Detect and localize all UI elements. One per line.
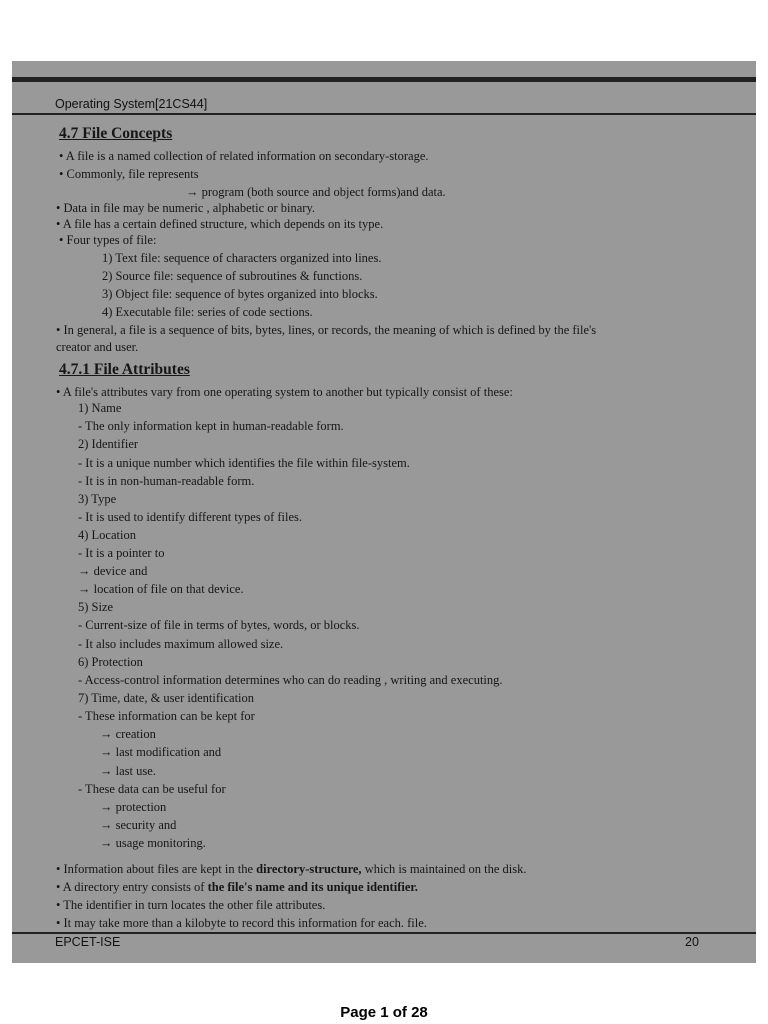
text-line: - The only information kept in human-readable form. bbox=[78, 419, 344, 433]
page-footer-label: EPCET-ISE bbox=[55, 935, 121, 949]
text-line: • Commonly, file represents bbox=[59, 167, 199, 181]
text-line: → protection bbox=[100, 800, 167, 814]
text-line: → program (both source and object forms)and data. bbox=[186, 185, 446, 199]
list-item: 7) Time, date, & user identification bbox=[78, 691, 255, 705]
header-rule bbox=[12, 113, 756, 115]
list-item: 2) Source file: sequence of subroutines & functions. bbox=[102, 269, 363, 283]
text-line: → device and bbox=[78, 564, 148, 578]
text-line: creator and user. bbox=[56, 340, 139, 354]
text-line: • A file is a named collection of related information on secondary-storage. bbox=[59, 149, 429, 163]
footer-rule bbox=[12, 932, 756, 934]
document-page bbox=[12, 61, 756, 963]
page-header: Operating System[21CS44] bbox=[55, 97, 208, 111]
text-line: • Four types of file: bbox=[59, 233, 157, 247]
text-line: - It is a unique number which identifies the file within file-system. bbox=[78, 456, 410, 470]
text-line: • It may take more than a kilobyte to record this information for each. file. bbox=[56, 916, 427, 930]
text-line bbox=[56, 862, 526, 876]
section-heading-file-concepts: 4.7 File Concepts bbox=[59, 125, 173, 142]
text-line: → last modification and bbox=[100, 745, 222, 759]
list-item: 3) Type bbox=[78, 492, 117, 506]
text-line: • A file has a certain defined structure, which depends on its type. bbox=[56, 217, 384, 231]
page-indicator: Page 1 of 28 bbox=[340, 1004, 428, 1021]
list-item: 6) Protection bbox=[78, 655, 143, 669]
list-item: 4) Executable file: series of code sections. bbox=[102, 305, 313, 319]
text-line: → last use. bbox=[100, 764, 156, 778]
top-rule bbox=[12, 77, 756, 82]
text-line: - It is a pointer to bbox=[78, 546, 165, 560]
text-line: → creation bbox=[100, 727, 156, 741]
text-line: → location of file on that device. bbox=[78, 582, 244, 596]
page-number: 20 bbox=[685, 935, 699, 949]
text-span: which is maintained on the disk. bbox=[361, 862, 527, 876]
bold-term: directory-structure, bbox=[256, 862, 362, 876]
text-line: • A file's attributes vary from one operating system to another but typically consist of these: bbox=[56, 385, 513, 399]
list-item: 1) Name bbox=[78, 401, 122, 415]
list-item: 4) Location bbox=[78, 528, 136, 542]
bold-term: the file's name and its unique identifier. bbox=[207, 880, 418, 894]
text-line bbox=[56, 880, 418, 894]
text-span: • Information about files are kept in the bbox=[56, 862, 257, 876]
text-span: • A directory entry consists of bbox=[56, 880, 208, 894]
list-item: 2) Identifier bbox=[78, 437, 139, 451]
text-line: - These information can be kept for bbox=[78, 709, 255, 723]
text-line: • Data in file may be numeric , alphabetic or binary. bbox=[56, 201, 316, 215]
section-heading-file-attributes: 4.7.1 File Attributes bbox=[59, 361, 190, 378]
text-line: - Current-size of file in terms of bytes, words, or blocks. bbox=[78, 618, 360, 632]
list-item: 1) Text file: sequence of characters organized into lines. bbox=[102, 251, 382, 265]
list-item: 3) Object file: sequence of bytes organized into blocks. bbox=[102, 287, 378, 301]
text-line: • In general, a file is a sequence of bits, bytes, lines, or records, the meaning of which is defined by the file's bbox=[56, 323, 597, 337]
text-line: - It also includes maximum allowed size. bbox=[78, 637, 284, 651]
list-item: 5) Size bbox=[78, 600, 114, 614]
text-line: - It is in non-human-readable form. bbox=[78, 474, 255, 488]
text-line: → security and bbox=[100, 818, 177, 832]
text-line: • The identifier in turn locates the other file attributes. bbox=[56, 898, 326, 912]
text-line: - These data can be useful for bbox=[78, 782, 226, 796]
text-line: - It is used to identify different types of files. bbox=[78, 510, 303, 524]
text-line: → usage monitoring. bbox=[100, 836, 206, 850]
text-line: - Access-control information determines who can do reading , writing and executing. bbox=[78, 673, 503, 687]
